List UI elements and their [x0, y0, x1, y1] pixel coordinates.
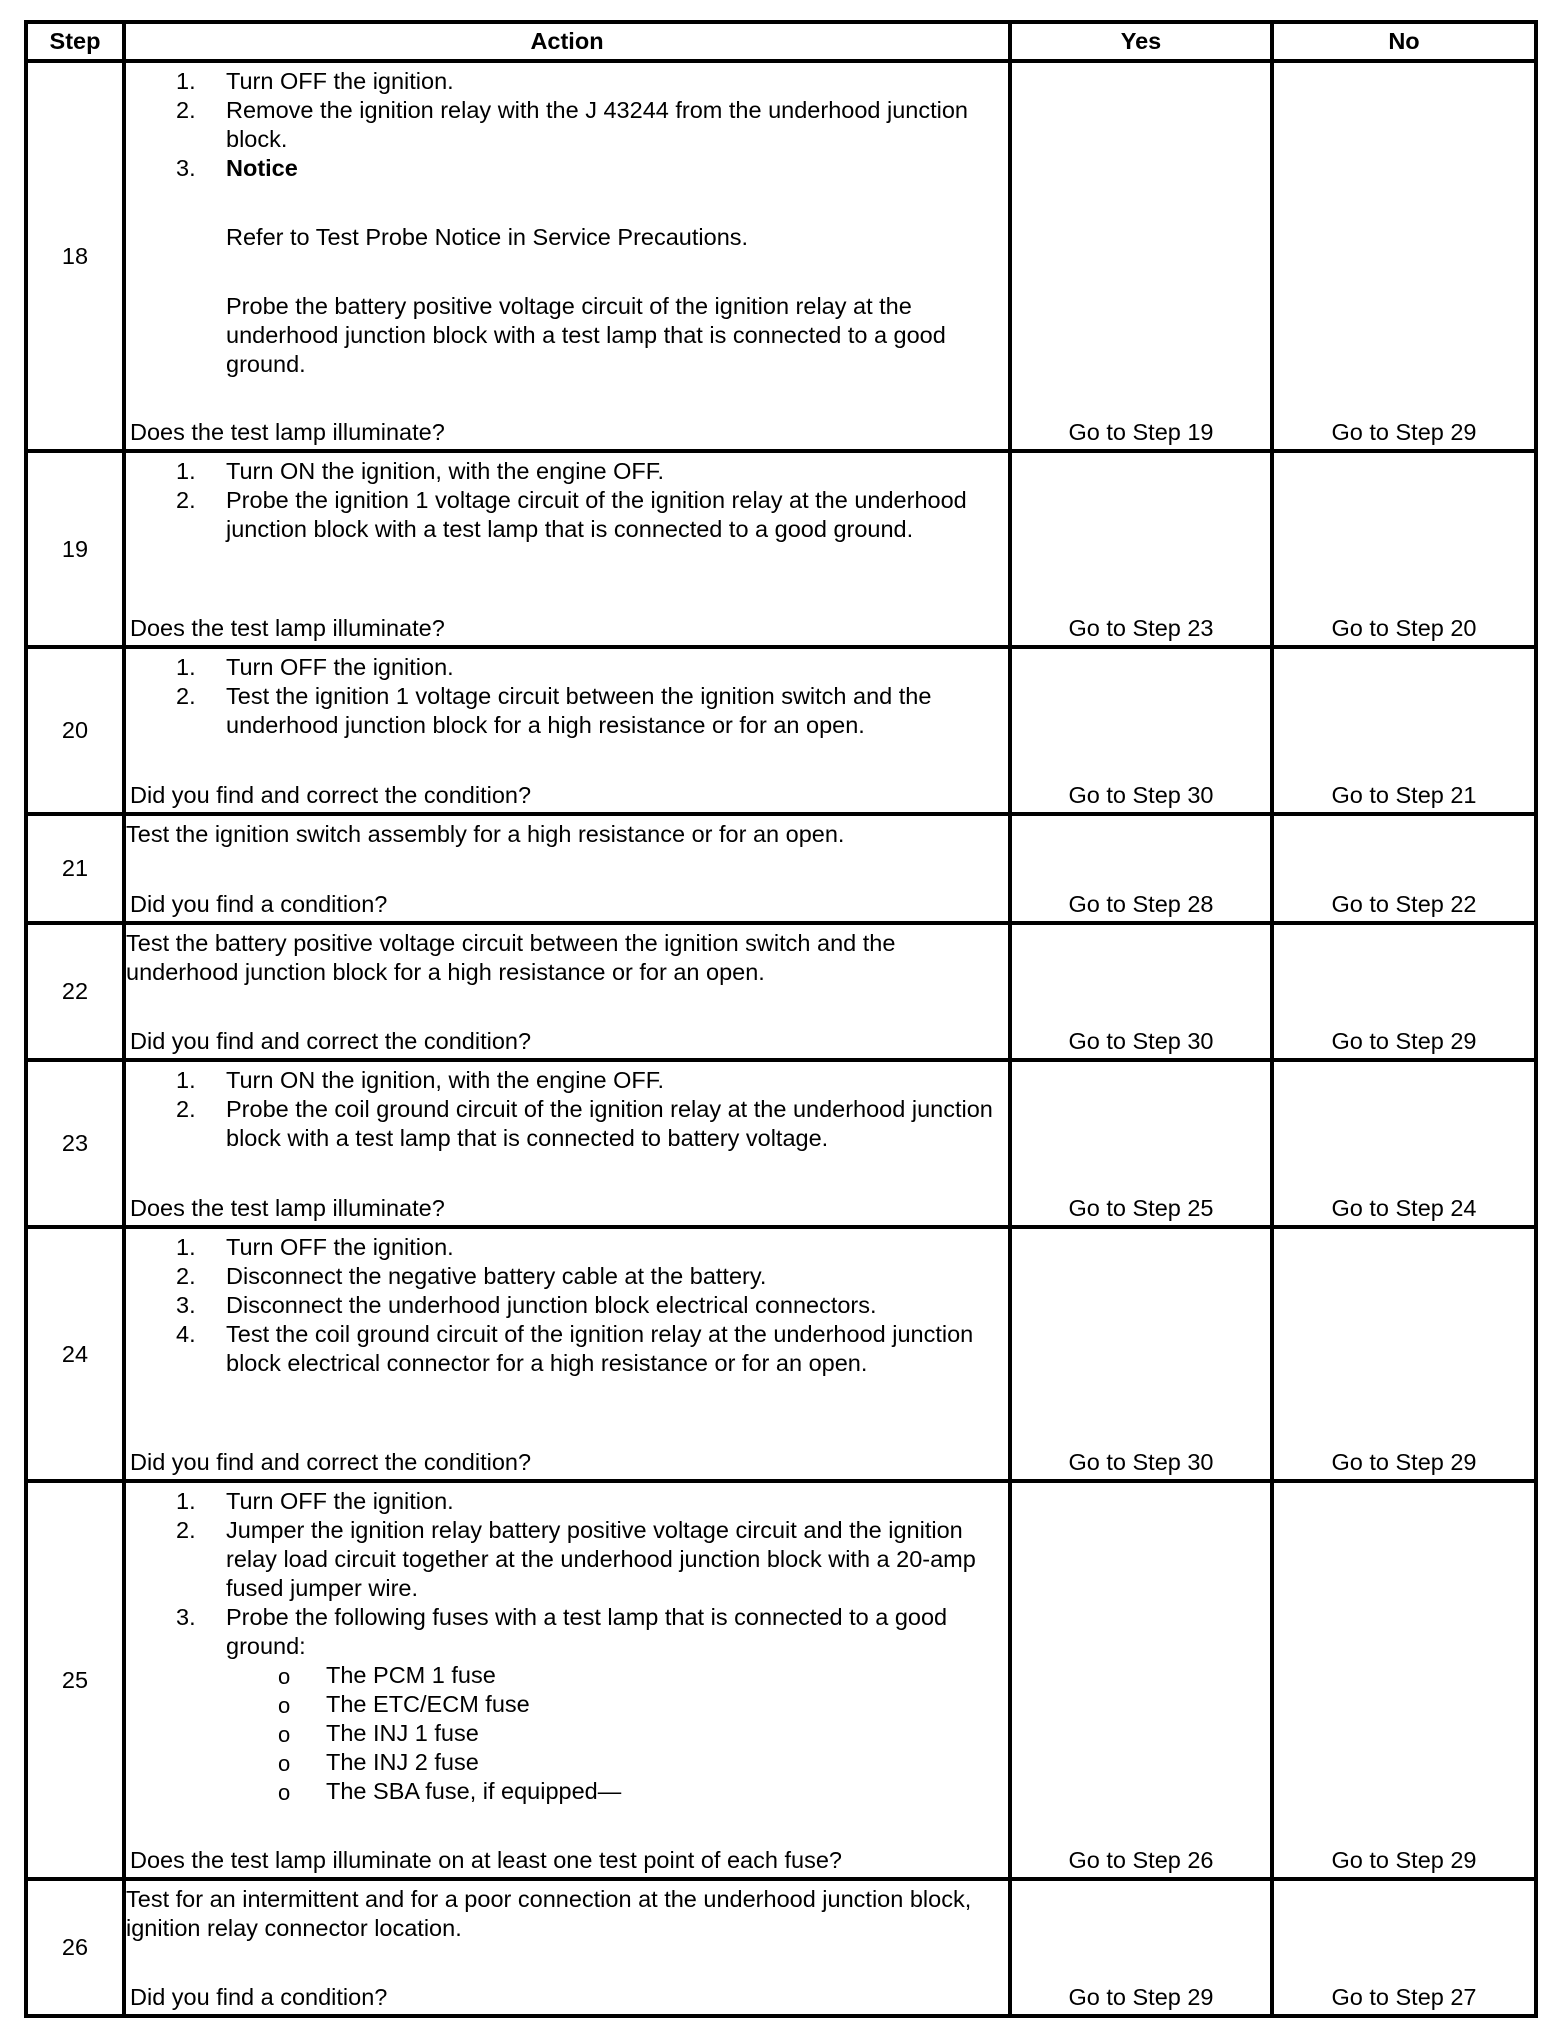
step-question: Did you find and correct the condition? — [130, 1449, 532, 1475]
no-cell — [1272, 814, 1536, 923]
no-cell — [1272, 1879, 1536, 2016]
action-cell — [124, 1227, 1010, 1481]
no-cell — [1272, 61, 1536, 451]
no-result: Go to Step 24 — [1331, 1195, 1477, 1221]
header-no: No — [1272, 22, 1536, 61]
step-question: Did you find and correct the condition? — [130, 1028, 532, 1054]
step-row-23 — [26, 1060, 1536, 1227]
list-item: 3. Probe the following fuses with a test lamp that is connected to a good ground: — [176, 1604, 948, 1659]
step-number: 24 — [26, 1227, 124, 1481]
header-action: Action — [124, 22, 1010, 61]
step-row-19 — [26, 451, 1536, 647]
step-row-20 — [26, 647, 1536, 814]
no-result: Go to Step 21 — [1331, 782, 1477, 808]
list-item: 1. Turn OFF the ignition. — [176, 1488, 454, 1514]
no-cell — [1272, 451, 1536, 647]
yes-result: Go to Step 30 — [1068, 1028, 1214, 1054]
no-cell — [1272, 923, 1536, 1060]
probe-text: Probe the battery positive voltage circuit of the ignition relay at the underhood junction block with a test lamp that is connected to a good ground. — [226, 293, 946, 377]
step-question: Does the test lamp illuminate on at least one test point of each fuse? — [130, 1847, 842, 1873]
fuse-item: o The ETC/ECM fuse — [278, 1691, 530, 1718]
no-cell — [1272, 647, 1536, 814]
header-row — [26, 22, 1536, 61]
action-cell — [124, 1060, 1010, 1227]
list-item: 2. Test the ignition 1 voltage circuit between the ignition switch and the underhood junction block for a high resistance or for an open. — [176, 683, 932, 738]
step-question: Does the test lamp illuminate? — [130, 615, 445, 641]
yes-cell — [1010, 451, 1272, 647]
fuse-item: o The INJ 2 fuse — [278, 1749, 479, 1776]
step-question: Does the test lamp illuminate? — [130, 419, 445, 445]
step-question: Did you find a condition? — [130, 1984, 388, 2010]
action-cell — [124, 647, 1010, 814]
action-cell — [124, 1481, 1010, 1879]
no-result: Go to Step 22 — [1331, 891, 1477, 917]
no-cell — [1272, 1481, 1536, 1879]
step-question: Did you find and correct the condition? — [130, 782, 532, 808]
list-item: 1. Turn OFF the ignition. — [176, 68, 454, 94]
list-item: 1. Turn OFF the ignition. — [176, 654, 454, 680]
step-number: 19 — [26, 451, 124, 647]
no-result: Go to Step 29 — [1331, 419, 1477, 445]
yes-result: Go to Step 30 — [1068, 1449, 1214, 1475]
yes-result: Go to Step 25 — [1068, 1195, 1214, 1221]
list-item: 2. Probe the coil ground circuit of the ignition relay at the underhood junction block with a test lamp that is connected to battery voltage. — [176, 1096, 993, 1151]
diagnostic-table — [24, 20, 1538, 2018]
step-row-21 — [26, 814, 1536, 923]
step-row-24 — [26, 1227, 1536, 1481]
step-row-22 — [26, 923, 1536, 1060]
notice-heading: Notice — [226, 155, 298, 181]
yes-cell — [1010, 923, 1272, 1060]
no-cell — [1272, 1060, 1536, 1227]
list-item: 3. Disconnect the underhood junction block electrical connectors. — [176, 1292, 877, 1318]
list-item: 2. Jumper the ignition relay battery positive voltage circuit and the ignition relay load circuit together at the underhood junction block with a 20-amp fused jumper wire. — [176, 1517, 976, 1601]
yes-cell — [1010, 1060, 1272, 1227]
list-item: 1. Turn OFF the ignition. — [176, 1234, 454, 1260]
no-cell — [1272, 1227, 1536, 1481]
action-text: Test the ignition switch assembly for a high resistance or for an open. — [126, 821, 845, 847]
yes-cell — [1010, 1879, 1272, 2016]
step-number: 22 — [26, 923, 124, 1060]
fuse-item: o The PCM 1 fuse — [278, 1662, 496, 1689]
action-cell — [124, 61, 1010, 451]
yes-result: Go to Step 19 — [1068, 419, 1214, 445]
action-cell — [124, 451, 1010, 647]
no-result: Go to Step 20 — [1331, 615, 1477, 641]
yes-result: Go to Step 26 — [1068, 1847, 1214, 1873]
action-cell — [124, 814, 1010, 923]
fuse-item: o The SBA fuse, if equipped— — [278, 1778, 622, 1805]
step-number: 21 — [26, 814, 124, 923]
yes-cell — [1010, 1227, 1272, 1481]
bullet-icon: o — [278, 1664, 291, 1689]
yes-result: Go to Step 28 — [1068, 891, 1214, 917]
list-item: 1. Turn ON the ignition, with the engine OFF. — [176, 458, 665, 484]
step-row-26 — [26, 1879, 1536, 2016]
yes-cell — [1010, 814, 1272, 923]
notice-text: Refer to Test Probe Notice in Service Precautions. — [226, 224, 749, 250]
step-row-25 — [26, 1481, 1536, 1879]
action-text: Test for an intermittent and for a poor connection at the underhood junction block, ignition relay connector location. — [126, 1886, 972, 1941]
list-item: 1. Turn ON the ignition, with the engine OFF. — [176, 1067, 665, 1093]
bullet-icon: o — [278, 1751, 291, 1776]
step-number: 20 — [26, 647, 124, 814]
step-number: 18 — [26, 61, 124, 451]
yes-cell — [1010, 1481, 1272, 1879]
action-cell — [124, 1879, 1010, 2016]
yes-cell — [1010, 61, 1272, 451]
yes-result: Go to Step 29 — [1068, 1984, 1214, 2010]
yes-result: Go to Step 23 — [1068, 615, 1214, 641]
list-item: 2. Probe the ignition 1 voltage circuit of the ignition relay at the underhood junction block with a test lamp that is connected to a good ground. — [176, 487, 967, 542]
no-result: Go to Step 29 — [1331, 1028, 1477, 1054]
step-number: 25 — [26, 1481, 124, 1879]
header-step: Step — [26, 22, 124, 61]
step-number: 26 — [26, 1879, 124, 2016]
bullet-icon: o — [278, 1722, 291, 1747]
list-item: 2. Remove the ignition relay with the J 43244 from the underhood junction block. — [176, 97, 969, 152]
no-result: Go to Step 27 — [1331, 1984, 1477, 2010]
yes-cell — [1010, 647, 1272, 814]
header-yes: Yes — [1010, 22, 1272, 61]
step-question: Does the test lamp illuminate? — [130, 1195, 445, 1221]
yes-result: Go to Step 30 — [1068, 782, 1214, 808]
action-cell — [124, 923, 1010, 1060]
fuse-item: o The INJ 1 fuse — [278, 1720, 479, 1747]
list-item: 2. Disconnect the negative battery cable at the battery. — [176, 1263, 767, 1289]
action-text: Test the battery positive voltage circuit between the ignition switch and the underhood junction block for a high resistance or for an open. — [126, 930, 896, 985]
bullet-icon: o — [278, 1693, 291, 1718]
no-result: Go to Step 29 — [1331, 1449, 1477, 1475]
step-number: 23 — [26, 1060, 124, 1227]
no-result: Go to Step 29 — [1331, 1847, 1477, 1873]
bullet-icon: o — [278, 1780, 291, 1805]
list-item: 3. Notice — [126, 154, 1008, 183]
step-row-18 — [26, 61, 1536, 451]
step-question: Did you find a condition? — [130, 891, 388, 917]
list-item: 4. Test the coil ground circuit of the ignition relay at the underhood junction block electrical connector for a high resistance or for an open. — [176, 1321, 974, 1376]
